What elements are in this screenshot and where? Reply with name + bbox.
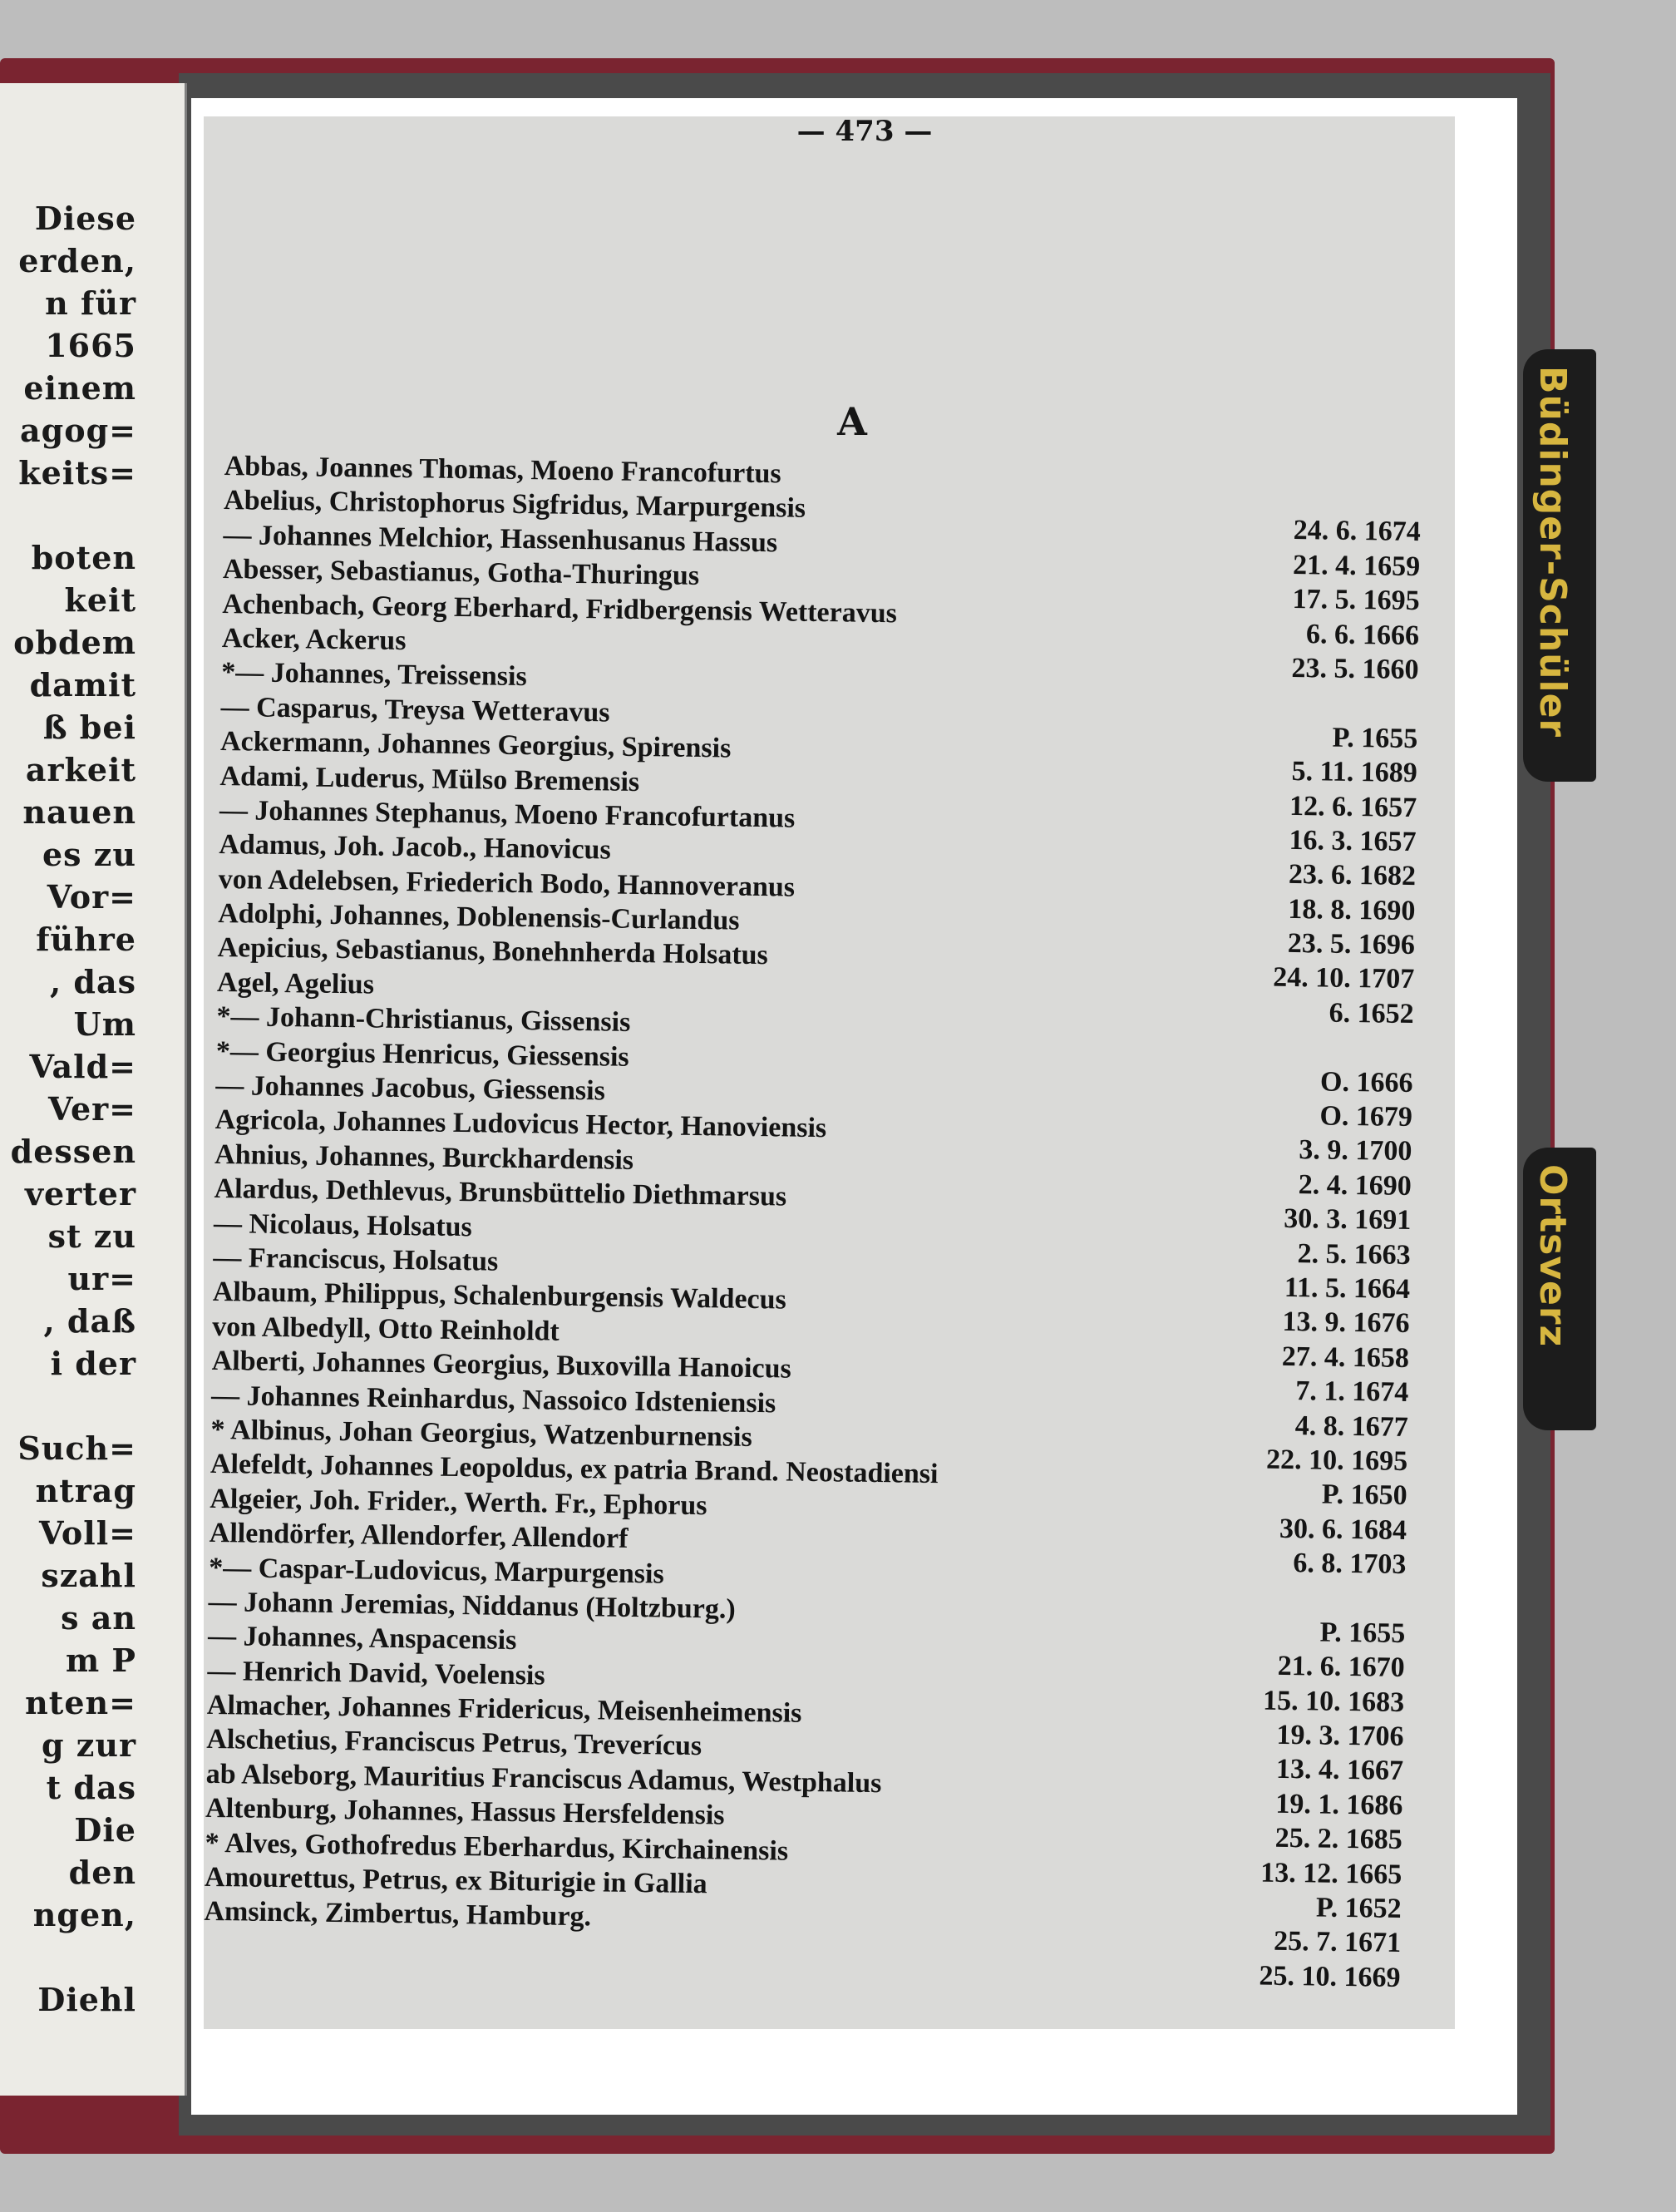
previous-page-line: damit	[29, 666, 136, 704]
previous-page-line: ß bei	[42, 709, 136, 746]
previous-page-line: ntrag	[35, 1472, 136, 1509]
previous-page-line: st zu	[47, 1217, 136, 1255]
entry-name: *— Johann-Christianus, Gissensis	[216, 1001, 631, 1039]
entry-name: *— Caspar-Ludovicus, Marpurgensis	[208, 1552, 664, 1590]
entry-date: 5. 11. 1689	[1291, 756, 1417, 789]
entry-name: Alefeldt, Johannes Leopoldus, ex patria Brand. Neostadiensi	[210, 1449, 939, 1490]
previous-page-line: dessen	[10, 1133, 136, 1170]
entry-date: 25. 10. 1669	[1259, 1960, 1401, 1993]
previous-page-line: Vor=	[47, 878, 136, 916]
entry-name: — Casparus, Treysa Wetteravus	[220, 691, 610, 728]
section-heading: A	[837, 399, 867, 444]
previous-page-line: nten=	[25, 1684, 136, 1721]
entry-name: von Albedyll, Otto Reinholdt	[212, 1311, 560, 1347]
entry-name: — Johann Jeremias, Niddanus (Holtzburg.)	[208, 1586, 736, 1625]
entry-date: 13. 9. 1676	[1282, 1306, 1410, 1340]
previous-page-line: führe	[36, 921, 136, 958]
entry-date: 21. 4. 1659	[1292, 549, 1421, 582]
previous-page-line: es zu	[42, 836, 136, 873]
entry-name: — Henrich David, Voelensis	[207, 1655, 545, 1691]
entry-name: Almacher, Johannes Fridericus, Meisenheimensis	[206, 1689, 802, 1729]
entry-name: Abesser, Sebastianus, Gotha-Thuringus	[222, 554, 700, 592]
previous-page-line: Um	[73, 1005, 136, 1043]
entry-name: Alardus, Dethlevus, Brunsbüttelio Diethmarsus	[214, 1173, 787, 1212]
entry-date: 6. 8. 1703	[1293, 1548, 1407, 1581]
entry-name: Alberti, Johannes Georgius, Buxovilla Hanoicus	[211, 1345, 792, 1385]
entry-name: — Johannes Jacobus, Giessensis	[215, 1069, 606, 1107]
previous-page	[0, 83, 187, 2096]
previous-page-line: Diese	[34, 200, 136, 237]
entry-date: 17. 5. 1695	[1292, 584, 1420, 617]
entry-date: P. 1655	[1332, 722, 1418, 754]
previous-page-line: m P	[65, 1642, 136, 1679]
previous-page-line: einem	[23, 369, 136, 407]
previous-page-line: nauen	[22, 793, 136, 831]
entry-date: 2. 4. 1690	[1298, 1168, 1412, 1202]
entry-name: Adolphi, Johannes, Doblenensis-Curlandus	[217, 898, 740, 936]
previous-page-line: arkeit	[25, 751, 136, 788]
previous-page-line: Diehl	[37, 1981, 136, 2018]
previous-page-line: obdem	[13, 624, 136, 661]
entry-date: 7. 1. 1674	[1295, 1375, 1409, 1409]
tab-label: Ortsverz	[1531, 1164, 1574, 1348]
entry-name: *— Johannes, Treissensis	[221, 657, 527, 693]
entry-date: 25. 7. 1671	[1273, 1926, 1402, 1959]
entry-name: Achenbach, Georg Eberhard, Fridbergensis Wetteravus	[222, 588, 898, 629]
previous-page-line: erden,	[18, 242, 136, 279]
entry-name: Algeier, Joh. Frider., Werth. Fr., Ephorus	[210, 1483, 707, 1521]
entry-name: Acker, Ackerus	[221, 622, 407, 657]
entry-date: P. 1655	[1319, 1617, 1406, 1649]
previous-page-line: keits=	[18, 454, 136, 491]
index-tab-ortsverz[interactable]	[1523, 1148, 1596, 1430]
entry-name: Amsinck, Zimbertus, Hamburg.	[204, 1896, 592, 1933]
entry-date: 30. 6. 1684	[1279, 1513, 1407, 1546]
index-tab-buedinger[interactable]	[1523, 349, 1596, 782]
previous-page-line: n für	[45, 284, 136, 322]
previous-page-line: , daß	[43, 1302, 136, 1340]
entry-date: 15. 10. 1683	[1262, 1685, 1405, 1718]
previous-page-line: ur=	[67, 1260, 136, 1297]
entry-date: 23. 6. 1682	[1288, 859, 1417, 892]
entry-date: 13. 12. 1665	[1259, 1857, 1402, 1890]
entry-name: Agel, Agelius	[216, 966, 375, 1000]
previous-page-line: Die	[74, 1811, 136, 1849]
entry-name: Altenburg, Johannes, Hassus Hersfeldensis	[205, 1793, 725, 1831]
entry-date: 30. 3. 1691	[1283, 1203, 1412, 1237]
entry-name: Aepicius, Sebastianus, Bonehnherda Holsatus	[217, 932, 769, 971]
entry-name: — Johannes, Anspacensis	[207, 1621, 517, 1657]
entry-date: 23. 5. 1696	[1287, 927, 1416, 961]
previous-page-line: i der	[50, 1345, 136, 1382]
entry-date: 16. 3. 1657	[1289, 824, 1417, 857]
previous-page-line: , das	[49, 963, 136, 1000]
entry-date: 19. 3. 1706	[1276, 1719, 1404, 1753]
previous-page-line: Ver=	[47, 1090, 136, 1128]
entry-name: Ahnius, Johannes, Burckhardensis	[214, 1138, 634, 1176]
previous-page-line: Such=	[17, 1429, 136, 1467]
tab-label: Büdinger-Schüler	[1531, 366, 1574, 738]
previous-page-line: den	[68, 1854, 136, 1891]
entry-name: ab Alseborg, Mauritius Franciscus Adamus, Westphalus	[205, 1758, 882, 1800]
entry-name: — Johannes Melchior, Hassenhusanus Hassus	[223, 519, 778, 559]
entry-date: 24. 6. 1674	[1293, 515, 1422, 548]
entry-date: 19. 1. 1686	[1275, 1788, 1403, 1821]
previous-page-line: 1665	[45, 327, 136, 364]
entry-name: — Nicolaus, Holsatus	[213, 1207, 473, 1242]
entry-name: Agricola, Johannes Ludovicus Hector, Hanoviensis	[214, 1104, 827, 1144]
entry-name: Abbas, Joannes Thomas, Moeno Francofurtus	[224, 451, 781, 490]
entry-name: — Johannes Stephanus, Moeno Francofurtanus	[219, 794, 796, 834]
entry-name: * Alves, Gothofredus Eberhardus, Kirchainensis	[205, 1827, 789, 1867]
register-entries	[204, 451, 1422, 1993]
entry-date: P. 1650	[1321, 1479, 1407, 1512]
entry-name: — Johannes Reinhardus, Nassoico Idsteniensis	[210, 1380, 776, 1419]
entry-name: * Albinus, Johan Georgius, Watzenburnensis	[210, 1414, 752, 1453]
entry-date: 4. 8. 1677	[1294, 1410, 1409, 1443]
entry-date: 21. 6. 1670	[1277, 1651, 1405, 1684]
entry-name: Adami, Luderus, Mülso Bremensis	[219, 760, 640, 797]
entry-date: P. 1652	[1315, 1892, 1402, 1924]
previous-page-line: ngen,	[32, 1896, 136, 1933]
entry-name: Alschetius, Franciscus Petrus, Treverícus	[206, 1724, 702, 1762]
previous-page-line: t das	[46, 1769, 136, 1806]
entry-date: 13. 4. 1667	[1275, 1754, 1404, 1787]
previous-page-line: Vald=	[29, 1048, 136, 1085]
entry-date: 27. 4. 1658	[1281, 1341, 1410, 1374]
previous-page-line: boten	[31, 539, 136, 576]
entry-name: Abelius, Christophorus Sigfridus, Marpurgensis	[223, 485, 806, 525]
entry-date: 12. 6. 1657	[1289, 790, 1417, 823]
entry-name: — Franciscus, Holsatus	[213, 1242, 499, 1277]
entry-date: 2. 5. 1663	[1297, 1237, 1411, 1271]
page-number: — 473 —	[796, 115, 933, 148]
entry-date: 11. 5. 1664	[1284, 1271, 1411, 1305]
entry-date: 23. 5. 1660	[1291, 652, 1419, 686]
entry-name: *— Georgius Henricus, Giessensis	[215, 1035, 629, 1073]
previous-page-line: Voll=	[38, 1514, 136, 1552]
entry-date: 25. 2. 1685	[1274, 1823, 1403, 1856]
entry-date: 22. 10. 1695	[1265, 1444, 1408, 1477]
entry-date: O. 1679	[1319, 1100, 1413, 1133]
entry-date: 3. 9. 1700	[1299, 1134, 1412, 1168]
entry-date: 6. 6. 1666	[1305, 618, 1420, 651]
entry-date: 18. 8. 1690	[1288, 893, 1416, 926]
previous-page-line: keit	[64, 581, 136, 619]
entry-date: 6. 1652	[1328, 997, 1414, 1029]
previous-page-line: agog=	[20, 412, 136, 449]
entry-name: Allendörfer, Allendorfer, Allendorf	[209, 1517, 628, 1555]
entry-date: 24. 10. 1707	[1273, 962, 1415, 995]
entry-name: Amourettus, Petrus, ex Biturigie in Gallia	[204, 1861, 707, 1900]
previous-page-line: s an	[61, 1599, 136, 1637]
entry-name: von Adelebsen, Friederich Bodo, Hannoveranus	[218, 863, 796, 903]
previous-page-line: verter	[24, 1175, 136, 1212]
previous-page-line: szahl	[41, 1557, 136, 1594]
entry-name: Ackermann, Johannes Georgius, Spirensis	[219, 726, 732, 764]
entry-name: Adamus, Joh. Jacob., Hanovicus	[219, 829, 611, 866]
previous-page-line: g zur	[41, 1726, 136, 1764]
entry-name: Albaum, Philippus, Schalenburgensis Waldecus	[212, 1276, 787, 1316]
entry-date: O. 1666	[1319, 1066, 1413, 1099]
